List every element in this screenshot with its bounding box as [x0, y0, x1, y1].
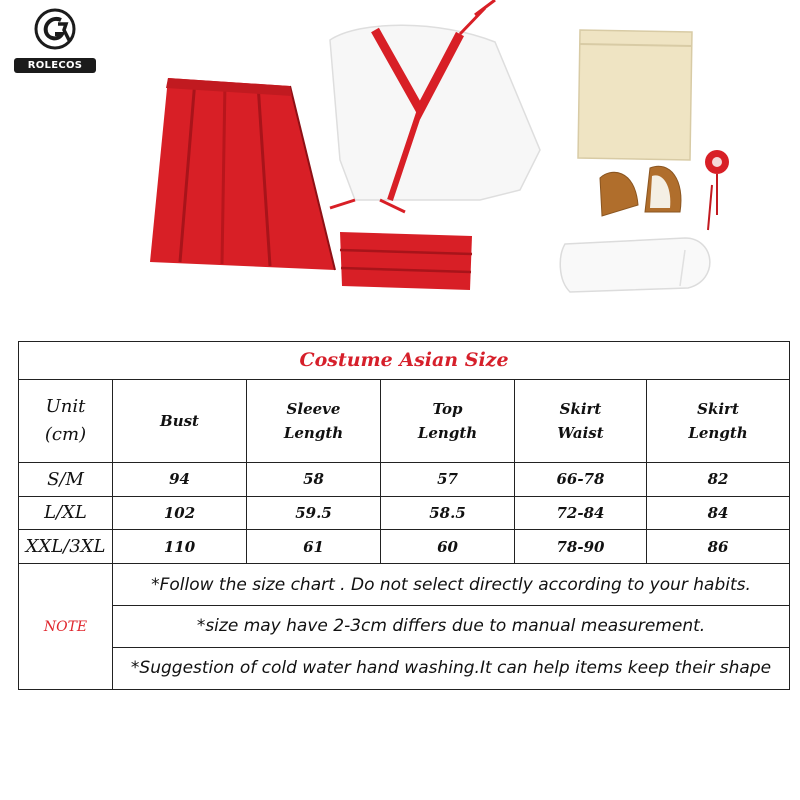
skirt-waist-value: 66-78 — [515, 462, 647, 496]
logo-wordmark: ROLECOS — [14, 58, 96, 73]
column-header-text: Length — [417, 423, 478, 442]
note-row — [19, 606, 790, 648]
table-row-s-m — [19, 462, 790, 496]
product-photo — [140, 0, 740, 310]
column-header-text: Skirt — [559, 399, 602, 418]
table-title: Costume Asian Size — [19, 342, 790, 380]
table-title-row — [19, 342, 790, 380]
column-header-skirt-length — [647, 379, 790, 462]
size-label: L/XL — [19, 496, 113, 530]
bust-value: 102 — [113, 496, 247, 530]
table-header-row — [19, 379, 790, 462]
red-sash-image — [340, 232, 472, 290]
sleeve-length-value: 58 — [247, 462, 381, 496]
column-header-text: Bust — [160, 411, 199, 430]
table-row-xxl-3xl — [19, 530, 790, 564]
unit-header — [19, 379, 113, 462]
rolecos-monogram-icon — [34, 8, 76, 50]
unit-label: Unit — [45, 395, 86, 417]
bust-value: 110 — [113, 530, 247, 564]
column-header-top-length — [381, 379, 515, 462]
column-header-text: Waist — [557, 423, 604, 442]
note-text: *Suggestion of cold water hand washing.It can help items keep their shape — [113, 647, 790, 689]
column-header-sleeve-length — [247, 379, 381, 462]
note-text: *size may have 2-3cm differs due to manual measurement. — [113, 606, 790, 648]
column-header-text: Length — [688, 423, 748, 442]
cream-bag-image — [578, 30, 692, 160]
note-row — [19, 564, 790, 606]
note-label: NOTE — [19, 564, 113, 690]
column-header-skirt-waist — [515, 379, 647, 462]
size-chart-table — [18, 341, 790, 690]
fox-ears-image — [600, 166, 681, 216]
note-row — [19, 647, 790, 689]
unit-value: (cm) — [44, 423, 87, 445]
white-top-image — [330, 0, 540, 212]
skirt-length-value: 86 — [647, 530, 790, 564]
brand-logo — [14, 8, 96, 72]
skirt-waist-value: 72-84 — [515, 496, 647, 530]
size-label: XXL/3XL — [19, 530, 113, 564]
table-row-l-xl — [19, 496, 790, 530]
top-length-value: 57 — [381, 462, 515, 496]
column-header-text: Skirt — [697, 399, 739, 418]
red-skirt-image — [150, 78, 335, 270]
sleeve-length-value: 61 — [247, 530, 381, 564]
sleeve-length-value: 59.5 — [247, 496, 381, 530]
skirt-length-value: 84 — [647, 496, 790, 530]
top-length-value: 58.5 — [381, 496, 515, 530]
flower-hairpin-image — [705, 150, 729, 230]
skirt-length-value: 82 — [647, 462, 790, 496]
column-header-text: Top — [432, 399, 463, 418]
column-header-text: Sleeve — [286, 399, 341, 418]
column-header-text: Length — [283, 423, 344, 442]
bust-value: 94 — [113, 462, 247, 496]
note-text: *Follow the size chart . Do not select directly according to your habits. — [113, 564, 790, 606]
skirt-waist-value: 78-90 — [515, 530, 647, 564]
column-header-bust — [113, 379, 247, 462]
top-length-value: 60 — [381, 530, 515, 564]
size-label: S/M — [19, 462, 113, 496]
tabi-socks-image — [560, 238, 710, 292]
